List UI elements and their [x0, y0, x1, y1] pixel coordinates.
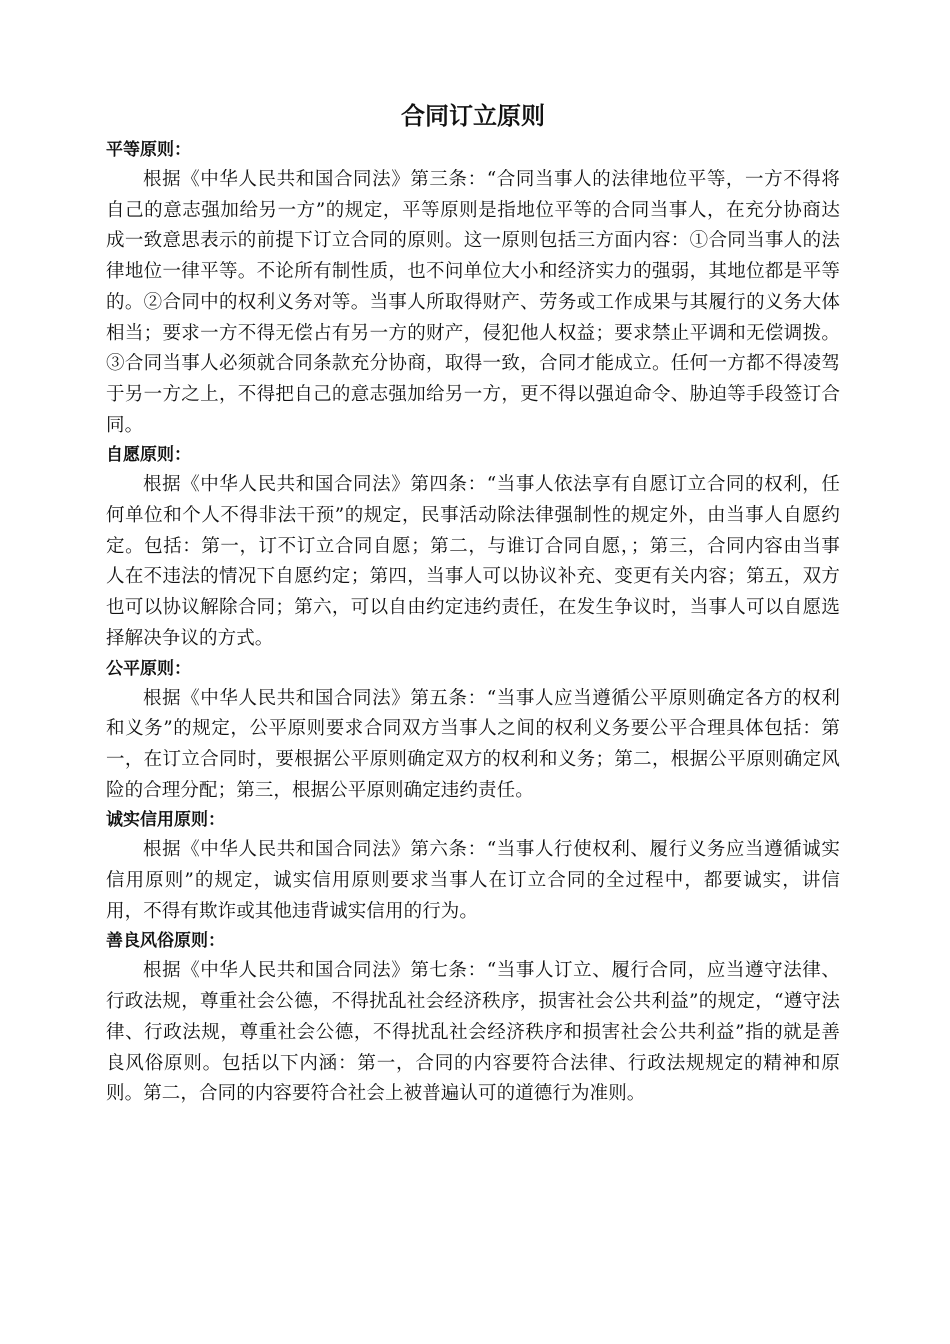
- section-paragraph: 根据《中华人民共和国合同法》第三条：“合同当事人的法律地位平等，一方不得将自己的意志强加给另一方”的规定，平等原则是指地位平等的合同当事人，在充分协商达成一致意思表示的前提下订立合同的原则。这一原则包括三方面内容：①合同当事人的法律地位一律平等。不论所有制性质，也不问单位大小和经济实力的强弱，其地位都是平等的。②合同中的权利义务对等。当事人所取得财产、劳务或工作成果与其履行的义务大体相当；要求一方不得无偿占有另一方的财产，侵犯他人权益；要求禁止平调和无偿调拨。③合同当事人必须就合同条款充分协商，取得一致，合同才能成立。任何一方都不得凌驾于另一方之上，不得把自己的意志强加给另一方，更不得以强迫命令、胁迫等手段签订合同。: [106, 169, 840, 436]
- document-title: 合同订立原则: [401, 102, 545, 130]
- section-paragraph: 根据《中华人民共和国合同法》第六条：“当事人行使权利、履行义务应当遵循诚实信用原则”的规定，诚实信用原则要求当事人在订立合同的全过程中，都要诚实，讲信用，不得有欺诈或其他违背诚实信用的行为。: [106, 839, 840, 922]
- section-public-order: [106, 927, 840, 1110]
- document-page: [106, 100, 840, 1110]
- section-fairness: [106, 655, 840, 807]
- section-heading: 自愿原则：: [106, 445, 191, 466]
- section-heading: 公平原则：: [106, 658, 191, 679]
- section-heading: 善良风俗原则：: [106, 931, 225, 952]
- section-paragraph: 根据《中华人民共和国合同法》第五条：“当事人应当遵循公平原则确定各方的权利和义务”的规定，公平原则要求合同双方当事人之间的权利义务要公平合理具体包括：第一，在订立合同时，要根据公平原则确定双方的权利和义务；第二，根据公平原则确定风险的合理分配；第三，根据公平原则确定违约责任。: [106, 687, 840, 801]
- section-paragraph: 根据《中华人民共和国合同法》第四条：“当事人依法享有自愿订立合同的权利，任何单位和个人不得非法干预”的规定，民事活动除法律强制性的规定外，由当事人自愿约定。包括：第一，订不订立合同自愿；第二，与谁订合同自愿，；第三，合同内容由当事人在不违法的情况下自愿约定；第四，当事人可以协议补充、变更有关内容；第五，双方也可以协议解除合同；第六，可以自由约定违约责任，在发生争议时，当事人可以自愿选择解决争议的方式。: [106, 474, 840, 649]
- section-heading: 平等原则：: [106, 140, 191, 160]
- section-paragraph: 根据《中华人民共和国合同法》第七条：“当事人订立、履行合同，应当遵守法律、行政法规，尊重社会公德，不得扰乱社会经济秩序，损害社会公共利益”的规定，“遵守法律、行政法规，尊重社会公德，不得扰乱社会经济秩序和损害社会公共利益”指的就是善良风俗原则。包括以下内涵：第一，合同的内容要符合法律、行政法规规定的精神和原则。第二，合同的内容要符合社会上被普遍认可的道德行为准则。: [106, 960, 840, 1105]
- section-heading: 诚实信用原则：: [106, 810, 225, 831]
- section-voluntariness: [106, 441, 840, 654]
- section-equality: [106, 136, 840, 441]
- section-good-faith: [106, 806, 840, 927]
